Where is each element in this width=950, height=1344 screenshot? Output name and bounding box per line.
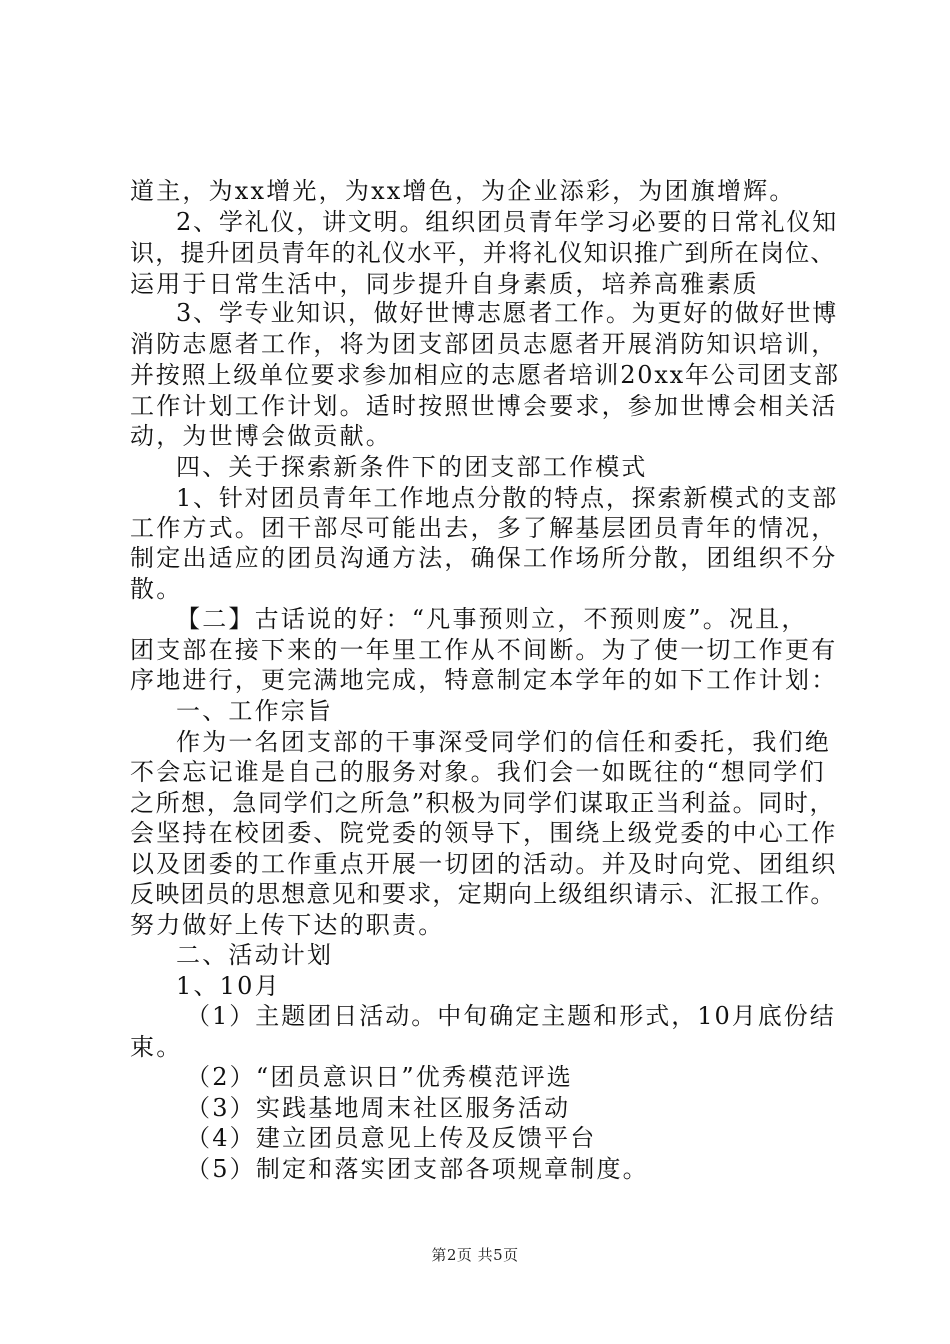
text-line: 并按照上级单位要求参加相应的志愿者培训20xx年公司团支部 [130, 361, 840, 389]
list-item: （3）实践基地周末社区服务活动 [186, 1094, 571, 1122]
text-line: 运用于日常生活中，同步提升自身素质，培养高雅素质 [130, 270, 759, 298]
text-line: 2、学礼仪，讲文明。组织团员青年学习必要的日常礼仪知 [176, 208, 839, 236]
text-line: 会坚持在校团委、院党委的领导下，围绕上级党委的中心工作 [130, 819, 838, 847]
text-line: 工作方式。团干部尽可能出去，多了解基层团员青年的情况， [130, 514, 838, 542]
text-line: 道主，为xx增光，为xx增色，为企业添彩，为团旗增辉。 [130, 177, 796, 205]
section-heading: 二、活动计划 [176, 941, 334, 969]
text-line: 束。 [130, 1033, 183, 1061]
text-line: 3、学专业知识，做好世博志愿者工作。为更好的做好世博 [176, 299, 839, 327]
text-line: 1、针对团员青年工作地点分散的特点，探索新模式的支部 [176, 484, 839, 512]
text-line: 反映团员的思想意见和要求，定期向上级组织请示、汇报工作。 [130, 880, 836, 908]
text-line: 不会忘记谁是自己的服务对象。我们会一如既往的“想同学们 [130, 758, 826, 786]
text-line: 制定出适应的团员沟通方法，确保工作场所分散，团组织不分 [130, 544, 838, 572]
text-line: 之所想，急同学们之所急”积极为同学们谋取正当利益。同时， [130, 789, 836, 817]
text-line: 散。 [130, 575, 183, 603]
text-line: 识，提升团员青年的礼仪水平，并将礼仪知识推广到所在岗位、 [130, 239, 836, 267]
text-line: 团支部在接下来的一年里工作从不间断。为了使一切工作更有 [130, 636, 838, 664]
list-item: （4）建立团员意见上传及反馈平台 [186, 1124, 597, 1152]
text-line: 以及团委的工作重点开展一切团的活动。并及时向党、团组织 [130, 850, 838, 878]
section-heading: 一、工作宗旨 [176, 697, 334, 725]
text-line: 动，为世博会做贡献。 [130, 422, 392, 450]
text-line: 努力做好上传下达的职责。 [130, 911, 445, 939]
text-line: 作为一名团支部的干事深受同学们的信任和委托，我们绝 [176, 728, 831, 756]
list-item: （1）主题团日活动。中旬确定主题和形式，10月底份结 [186, 1002, 836, 1030]
page-footer: 第2页 共5页 [431, 1246, 519, 1264]
list-item: （2）“团员意识日”优秀模范评选 [186, 1063, 574, 1091]
text-line: 工作计划工作计划。适时按照世博会要求，参加世博会相关活 [130, 392, 838, 420]
section-heading: 四、关于探索新条件下的团支部工作模式 [176, 453, 648, 481]
text-line: 【二】古话说的好：“凡事预则立，不预则废”。况且， [176, 605, 808, 633]
text-line: 1、10月 [176, 972, 281, 1000]
list-item: （5）制定和落实团支部各项规章制度。 [186, 1155, 649, 1183]
text-line: 序地进行，更完满地完成，特意制定本学年的如下工作计划： [130, 666, 838, 694]
text-line: 消防志愿者工作，将为团支部团员志愿者开展消防知识培训， [130, 330, 838, 358]
